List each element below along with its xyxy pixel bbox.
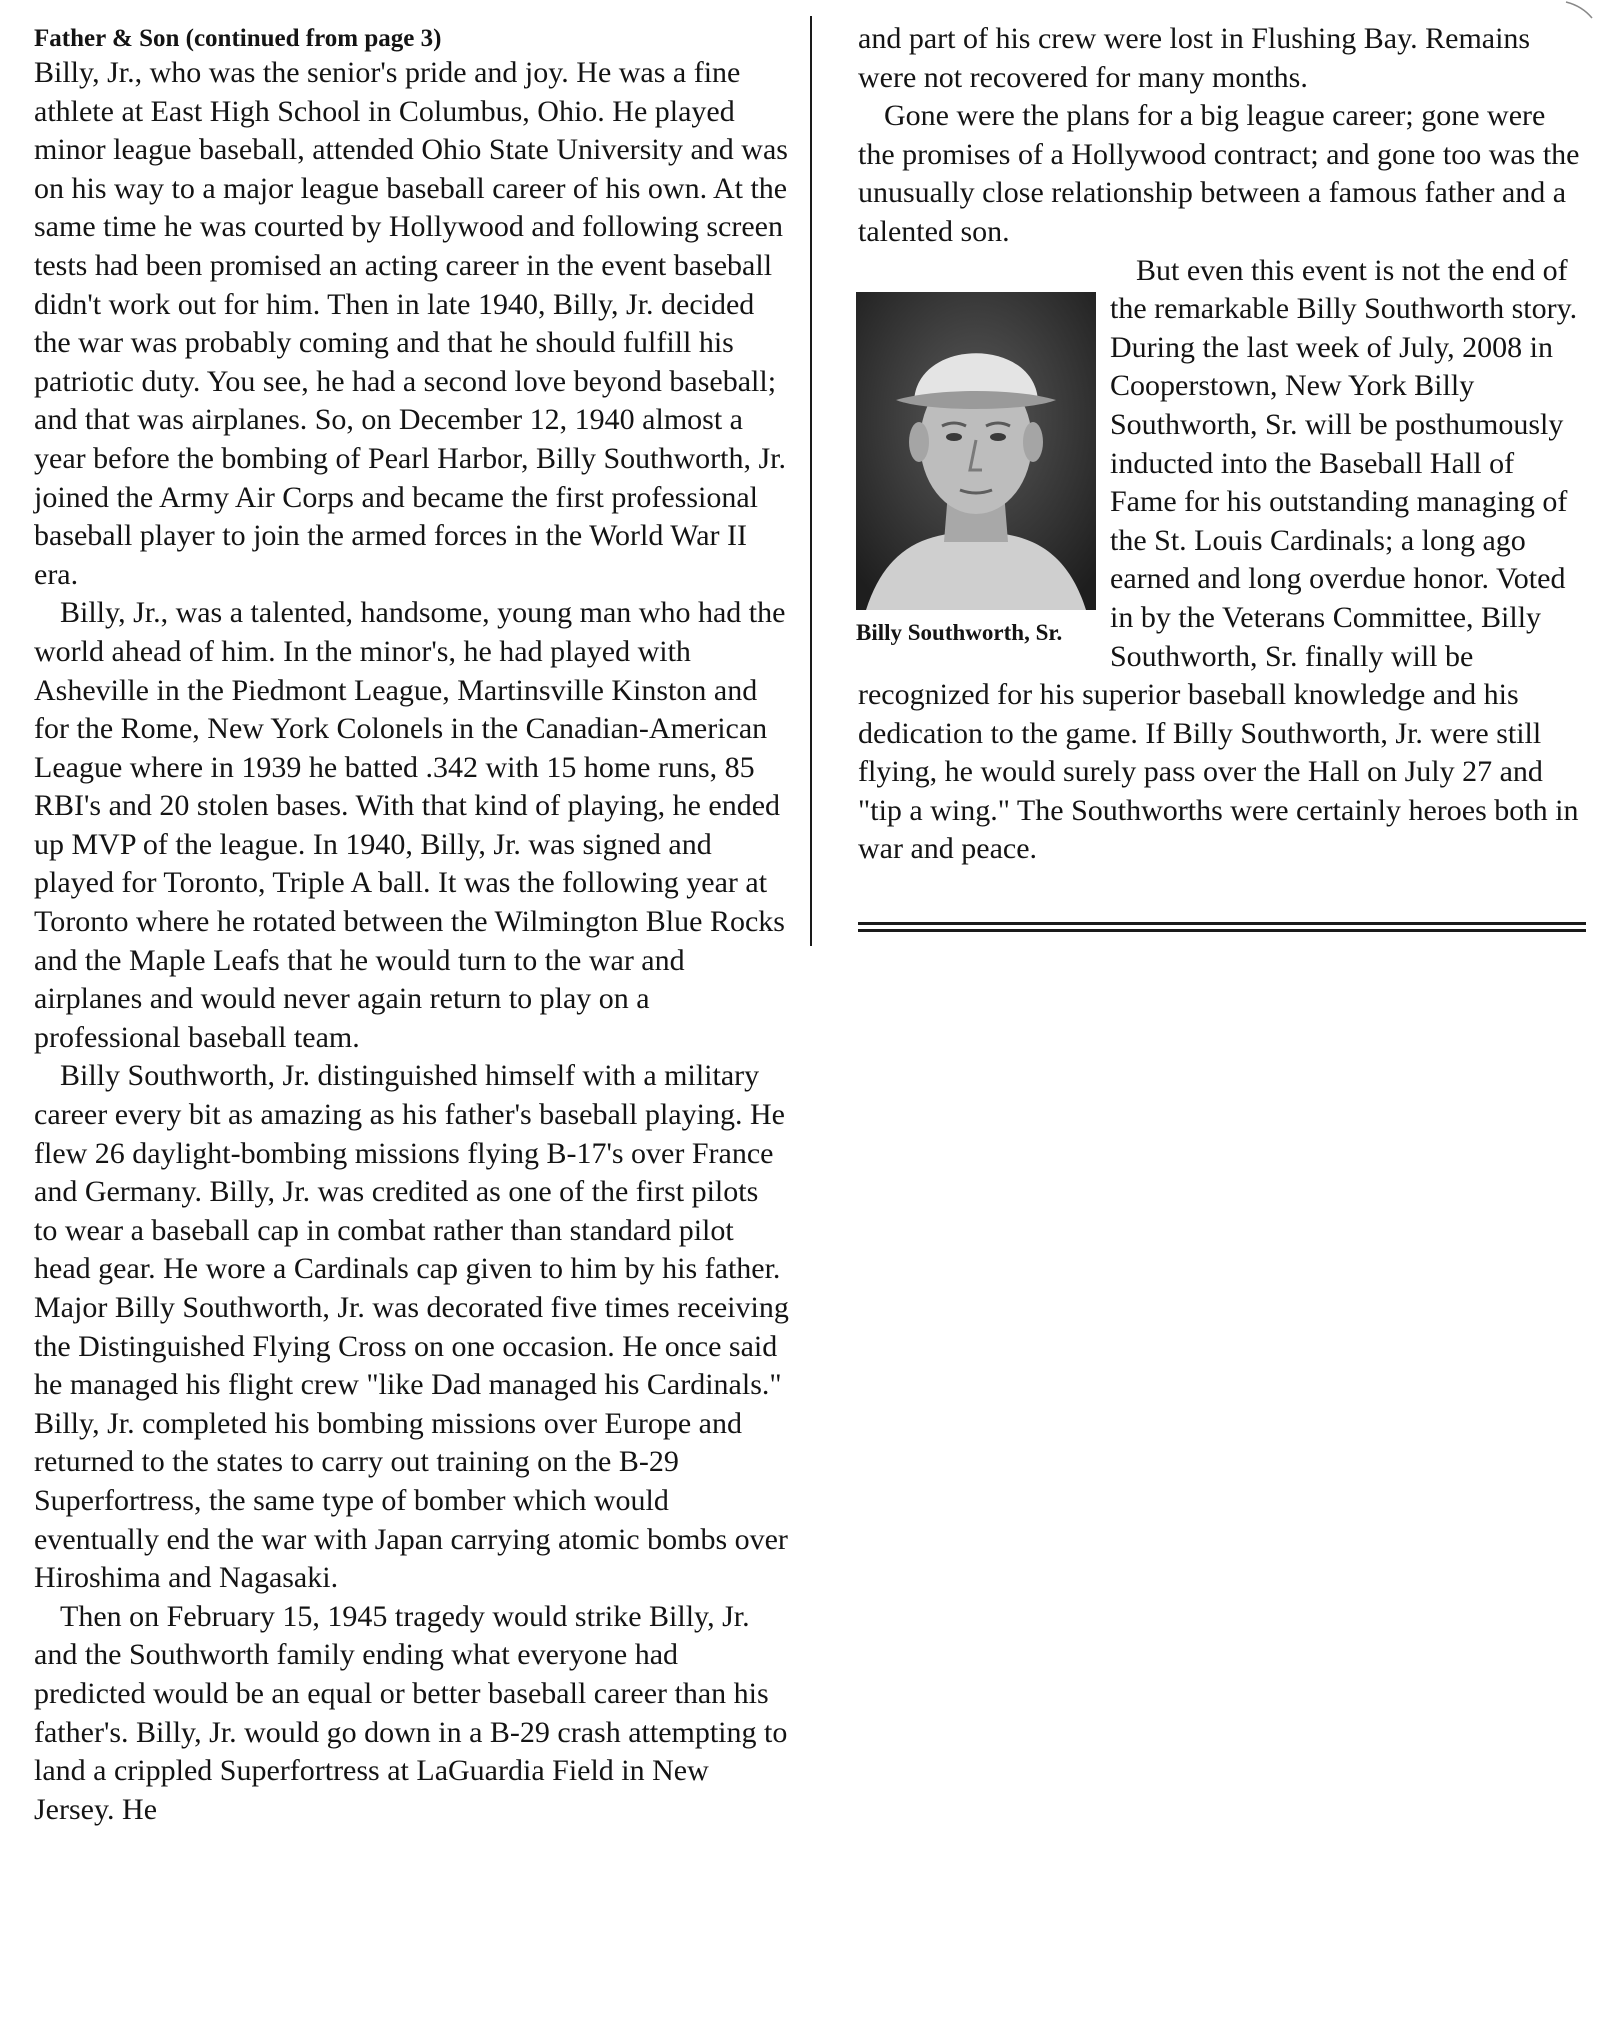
corner-fold-mark: [1564, 0, 1594, 20]
paragraph-3: Billy Southworth, Jr. distinguished himself with a military career every bit as amazing as his father's baseball playing. He flew 26 daylight-bombing missions flying B-17's over France and Germany. Billy, Jr. was credited as one of the first pilots to wear a baseball cap in combat rather than standard pilot head gear. He wore a Cardinals cap given to him by his father. Major Billy Southworth, Jr. was decorated five times receiving the Distinguished Flying Cross on one occasion. He once said he managed his flight crew "like Dad managed his Cardinals." Billy, Jr. completed his bombing missions over Europe and returned to the states to carry out training on the B-29 Superfortress, the same type of bomber which would eventually end the war with Japan carrying atomic bombs over Hiroshima and Nagasaki.: [34, 1059, 789, 1595]
paragraph-2: Billy, Jr., was a talented, handsome, young man who had the world ahead of him. In the minor's, he had played with Asheville in the Piedmont League, Martinsville Kinston and for the Rome, New York Colonels in the Canadian-American League where in 1939 he batted .342 with 15 home runs, 85 RBI's and 20 stolen bases. With that kind of playing, he ended up MVP of the league. In 1940, Billy, Jr. was signed and played for Toronto, Triple A ball. It was the following year at Toronto where he rotated between the Wilmington Blue Rocks and the Maple Leafs that he would turn to the war and airplanes and would never again return to play on a professional baseball team.: [34, 596, 786, 1054]
portrait-illustration: [856, 292, 1096, 610]
photo-caption: Billy Southworth, Sr.: [856, 619, 1063, 645]
continuation-heading: Father & Son (continued from page 3): [34, 25, 442, 52]
paragraph-4: Then on February 15, 1945 tragedy would strike Billy, Jr. and the Southworth family ending what everyone had predicted would be an equal or better baseball career than his father's. Billy, Jr. would go down in a B-29 crash attempting to land a crippled Superfortress at LaGuardia Field in New Jersey. He: [34, 1599, 788, 1826]
column-divider: [810, 16, 812, 946]
paragraph-6: Gone were the plans for a big league career; gone were the promises of a Hollywood contract; and gone too was the unusually close relationship between a famous father and a talented son.: [858, 99, 1580, 248]
paragraph-7: But even this event is not the end of the remarkable Billy Southworth story. During the last week of July, 2008 in Cooperstown, New York Billy Southworth, Sr. will be posthumously inducted into the Baseball Hall of Fame for his outstanding managing of the St. Louis Cardinals; a long ago earned and long overdue honor. Voted in by the Veterans Committee, Billy Southworth, Sr. finally will be recognized for his superior baseball knowledge and his dedication to the game. If Billy Southworth, Jr. were still flying, he would surely pass over the Hall on July 27 and "tip a wing." The Southworths were certainly heroes both in war and peace.: [858, 253, 1579, 866]
photo-block: [856, 292, 1096, 648]
right-column: [858, 20, 1580, 869]
left-column: [34, 24, 789, 1829]
paragraph-5: and part of his crew were lost in Flushing Bay. Remains were not recovered for many months.: [858, 22, 1531, 94]
paragraph-1: Billy, Jr., who was the senior's pride and joy. He was a fine athlete at East High School in Columbus, Ohio. He played minor league baseball, attended Ohio State University and was on his way to a major league baseball career of his own. At the same time he was courted by Hollywood and following screen tests had been promised an acting career in the event baseball didn't work out for him. Then in late 1940, Billy, Jr. decided the war was probably coming and that he should fulfill his patriotic duty. You see, he had a second love beyond baseball; and that was airplanes. So, on December 12, 1940 almost a year before the bombing of Pearl Harbor, Billy Southworth, Jr. joined the Army Air Corps and became the first professional baseball player to join the armed forces in the World War II era.: [34, 56, 788, 591]
end-rule: [858, 922, 1586, 932]
portrait-photo: [856, 292, 1096, 610]
